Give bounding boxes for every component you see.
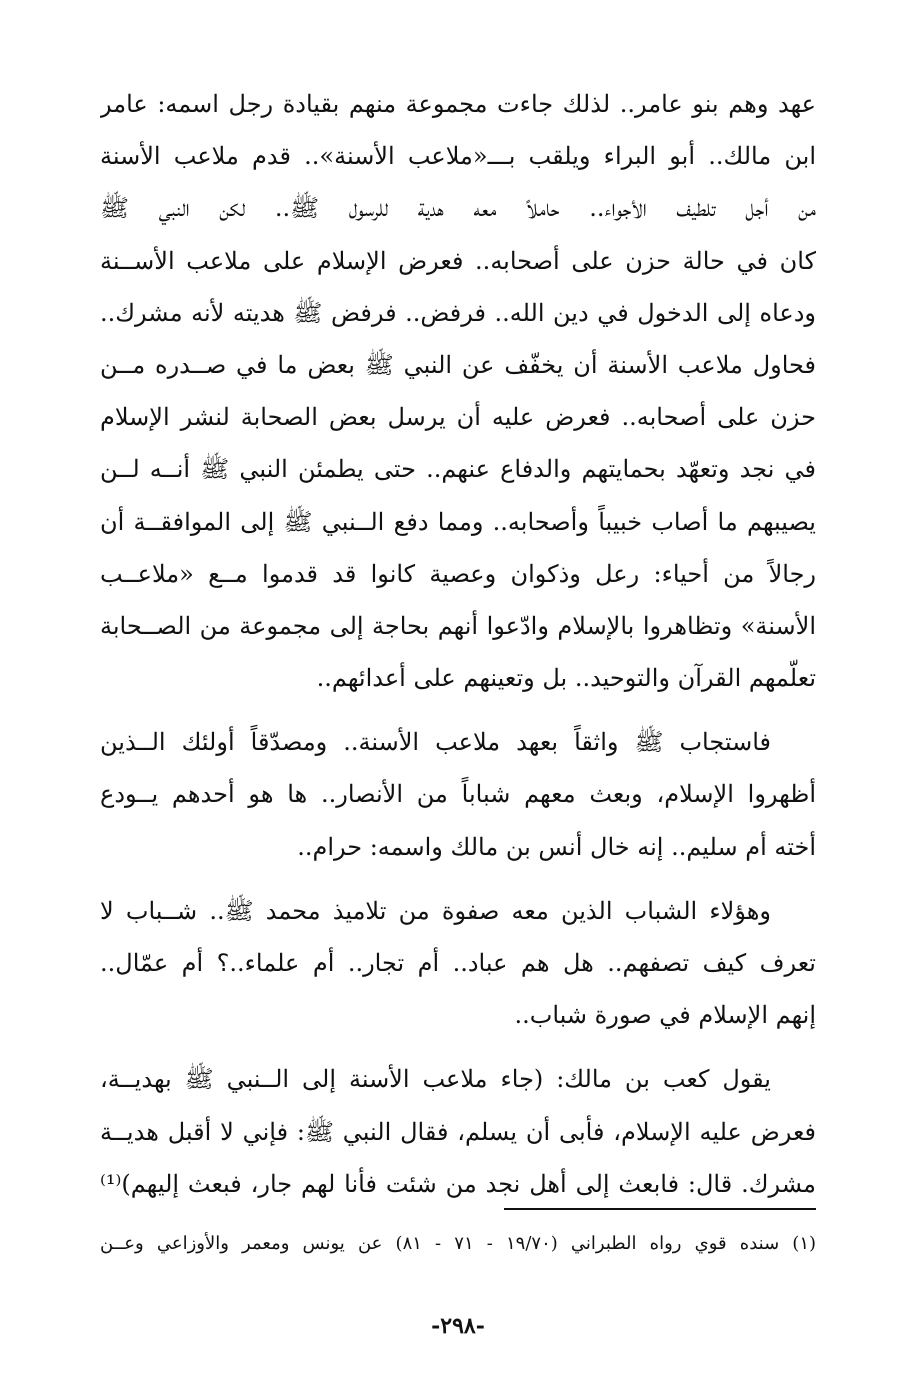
text-line: فعرض عليه الإسلام، فأبى أن يسلم، فقال النبي ﷺ: فإني لا أقبل هديــة [100, 1117, 816, 1146]
text-line: في نجد وتعهّد بحمايتهم والدفاع عنهم.. حتى يطمئن النبي ﷺ أنــه لــن [100, 455, 816, 484]
footnote: (١) سنده قوي رواه الطبراني (١٩/٧٠ - ٧١ - ٨١) عن يونس ومعمر والأوزاعي وعــن [100, 1233, 816, 1254]
text-line: فاستجاب ﷺ واثقاً بعهد ملاعب الأسنة.. ومصدّقاً أولئك الــذين [100, 728, 771, 757]
text-line: تعرف كيف تصفهم.. هل هم عباد.. أم تجار.. أم علماء..؟ أم عمّال.. [100, 949, 816, 977]
text-line: إنهم الإسلام في صورة شباب.. [514, 1001, 816, 1030]
text-line: عهد وهم بنو عامر.. لذلك جاءت مجموعة منهم بقيادة رجل اسمه: عامر [100, 90, 816, 118]
text-line: من أجل تلطيف الأجواء.. حاملاً معه هدية للرسول ﷺ.. لكن النبي ﷺ [100, 194, 816, 223]
text-line: فحاول ملاعب الأسنة أن يخفّف عن النبي ﷺ بعض ما في صــدره مــن [100, 350, 816, 379]
text-line: ابن مالك.. أبو البراء ويلقب بـــ«ملاعب الأسنة».. قدم ملاعب الأسنة [100, 142, 816, 171]
text-line: وهؤلاء الشباب الذين معه صفوة من تلاميذ محمد ﷺ.. شــباب لا [100, 896, 771, 925]
text-line: كان في حالة حزن على أصحابه.. فعرض الإسلام على ملاعب الأســنة [100, 246, 816, 275]
text-line: رجالاً من أحياء: رعل وذكوان وعصية كانوا قد قدموا مــع «ملاعــب [100, 559, 816, 588]
paragraph-3 [100, 885, 816, 1042]
text-line: حزن على أصحابه.. فعرض عليه أن يرسل بعض الصحابة لنشر الإسلام [100, 403, 816, 432]
text-line: أخته أم سليم.. إنه خال أنس بن مالك واسمه: حرام.. [297, 832, 816, 861]
paragraph-2 [100, 716, 816, 873]
page-number: -٢٩٨- [431, 1313, 485, 1339]
text-line: يقول كعب بن مالك: (جاء ملاعب الأسنة إلى الــنبي ﷺ بهديــة، [100, 1065, 771, 1094]
text-line: يصيبهم ما أصاب خبيباً وأصحابه.. ومما دفع الــنبي ﷺ إلى الموافقــة أن [100, 507, 816, 536]
text-line: ودعاه إلى الدخول في دين الله.. فرفض.. فرفض ﷺ هديته لأنه مشرك.. [100, 298, 816, 327]
body-text [100, 78, 816, 1210]
text-line: مشرك. قال: فابعث إلى أهل نجد من شئت فأنا لهم جار، فبعث إليهم)⁽¹⁾ [100, 1169, 816, 1198]
paragraph-1 [100, 78, 816, 704]
footnote-divider [504, 1208, 816, 1210]
text-line: الأسنة» وتظاهروا بالإسلام وادّعوا أنهم بحاجة إلى مجموعة من الصــحابة [100, 611, 816, 640]
paragraph-4 [100, 1053, 816, 1210]
text-line: تعلّمهم القرآن والتوحيد.. بل وتعينهم على أعدائهم.. [316, 664, 816, 693]
text-line: أظهروا الإسلام، وبعث معهم شباباً من الأنصار.. ها هو أحدهم يــودع [100, 780, 816, 809]
